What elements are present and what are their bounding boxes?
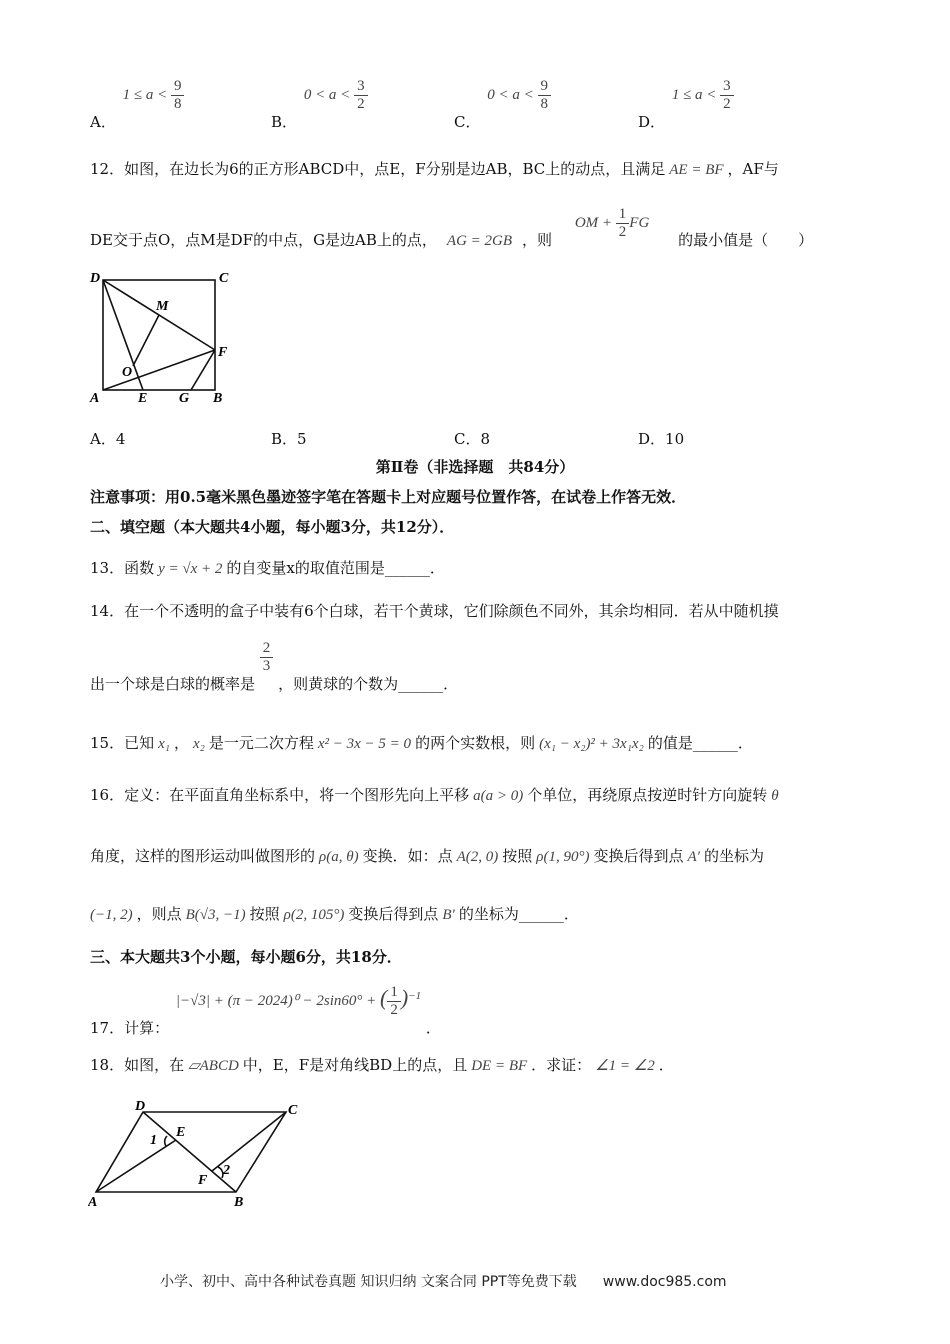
label-f: F: [198, 1173, 208, 1188]
segment-ae: [96, 1140, 176, 1192]
part2-heading: 二、填空题（本大题共4小题，每小题3分，共12分）．: [90, 518, 455, 536]
footer-url[interactable]: www.doc985.com: [602, 1274, 727, 1290]
section2-title: 第Ⅱ卷（非选择题 共84分）: [375, 458, 575, 476]
q12-option-d: D．10: [638, 430, 685, 448]
q12-line1: 12．如图，在边长为6的正方形ABCD中，点E，F分别是边AB，BC上的动点，且满足 AE = BF ，AF与: [90, 160, 779, 178]
angle-1-arc: [165, 1136, 167, 1146]
label-d: D: [135, 1100, 146, 1114]
label-d: D: [90, 271, 101, 286]
segment-af: [103, 350, 215, 390]
q11-option-b: B． 0 < a < $\frac{3}{2}$: [271, 78, 368, 114]
square-abcd: [103, 280, 215, 390]
label-a: A: [90, 391, 100, 406]
label-m: M: [156, 299, 169, 314]
footer: 小学、初中、高中各种试卷真题 知识归纳 文案合同 PPT等免费下载 www.doc985.com: [160, 1274, 727, 1290]
label-a: A: [88, 1195, 98, 1210]
q11-option-c: C． 0 < a < $\frac{9}{8}$: [454, 78, 551, 114]
label-angle-2: 2: [223, 1163, 230, 1178]
q14-line2: 出一个球是白球的概率是 $\frac{2}{3}$ ，则黄球的个数为______．: [90, 640, 459, 694]
q16-line1: 16．定义：在平面直角坐标系中，将一个图形先向上平移 a(a > 0) 个单位，再绕原点按逆时针方向旋转 θ: [90, 786, 779, 804]
label-o: O: [122, 365, 133, 380]
q11-option-a: A． 1 ≤ a < $\frac{9}{8}$: [90, 78, 184, 114]
label-g: G: [179, 391, 190, 406]
q17: 17．计算： |−√3| + (π − 2024)⁰ − 2sin60° + ( $\frac{1}{2}$ )$^{-1}$ ．: [90, 984, 441, 1038]
notice: 注意事项：用0.5毫米黑色墨迹签字笔在答题卡上对应题号位置作答，在试卷上作答无效．: [90, 488, 687, 506]
label-e: E: [176, 1125, 186, 1140]
label-c: C: [288, 1103, 298, 1118]
label-b: B: [234, 1195, 244, 1210]
part3-heading: 三、本大题共3个小题，每小题6分，共18分．: [90, 948, 402, 966]
q12-line2: DE交于点O，点M是DF的中点，G是边AB上的点， AG = 2GB ，则 OM + $\frac{1}{2}$ FG 的最小值是（ ）: [90, 206, 814, 250]
q12-option-a: A．4: [90, 430, 126, 448]
q14-line1: 14．在一个不透明的盒子中装有6个白球，若干个黄球，它们除颜色不同外，其余均相同．若从中随机摸: [90, 602, 779, 620]
label-angle-1: 1: [150, 1133, 157, 1148]
q13: 13．函数 y = √x + 2 的自变量x的取值范围是______．: [90, 559, 445, 577]
q11-option-d: D． 1 ≤ a < $\frac{3}{2}$: [638, 78, 734, 114]
q12-option-c: C．8: [454, 430, 491, 448]
q18: 18．如图，在 ▱ABCD 中，E，F是对角线BD上的点，且 DE = BF ．求证： ∠1 = ∠2 ．: [90, 1056, 674, 1074]
q15: 15．已知 x₁ ， x₂ 是一元二次方程 x² − 3x − 5 = 0 的两个实数根，则 (x₁ − x₂)² + 3x₁x₂ 的值是______．: [90, 734, 753, 752]
label-b: B: [213, 391, 223, 406]
label-e: E: [138, 391, 148, 406]
parallelogram-abcd: [96, 1112, 286, 1192]
q12-figure: [88, 268, 238, 408]
segment-mo: [133, 315, 159, 366]
q12-option-b: B．5: [271, 430, 307, 448]
q18-figure: [88, 1100, 308, 1210]
segment-fg: [191, 350, 215, 390]
label-c: C: [219, 271, 229, 286]
q16-line3: (−1, 2) ，则点 B(√3, −1) 按照 ρ(2, 105°) 变换后得到点 B′ 的坐标为______．: [90, 905, 579, 923]
q16-line2: 角度，这样的图形运动叫做图形的 ρ(a, θ) 变换．如：点 A(2, 0) 按照 ρ(1, 90°) 变换后得到点 A′ 的坐标为: [90, 847, 764, 865]
label-f: F: [218, 345, 228, 360]
